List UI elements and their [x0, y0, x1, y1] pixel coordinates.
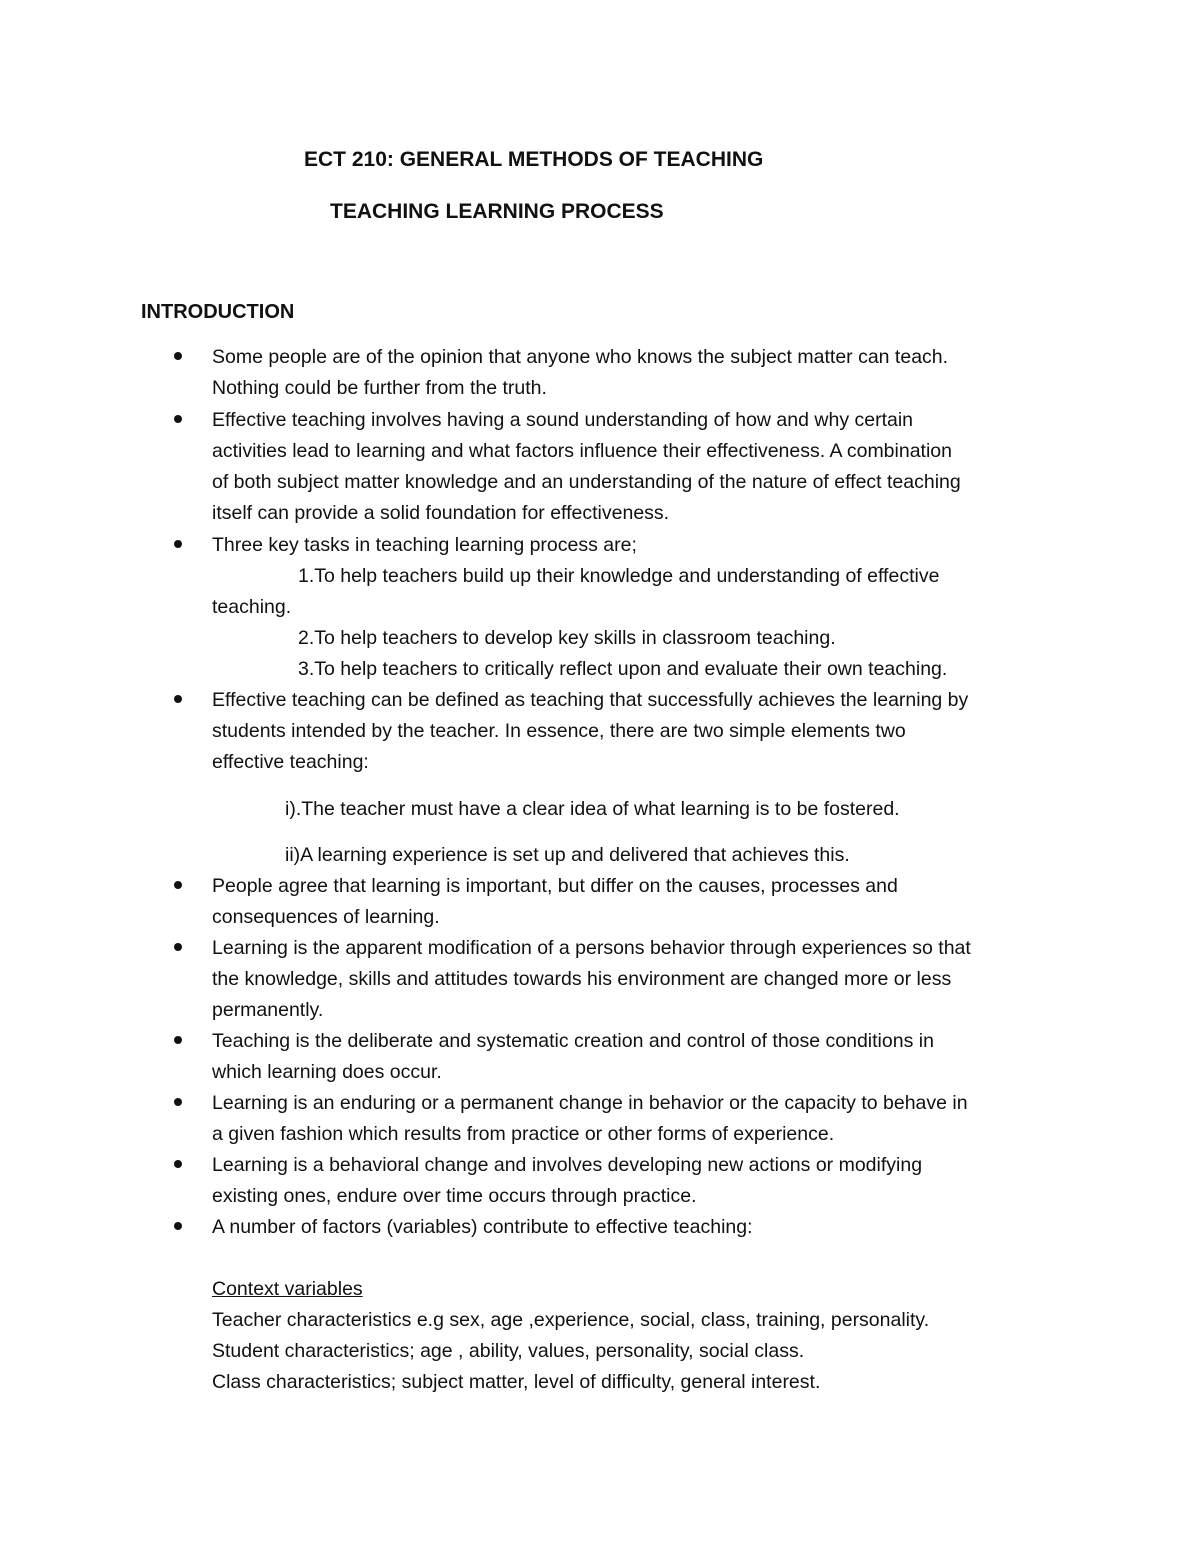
bullet-6-line-2: the knowledge, skills and attitudes towards his environment are changed more or less [212, 968, 952, 990]
bullet-icon [174, 415, 182, 423]
context-line-class: Class characteristics; subject matter, level of difficulty, general interest. [212, 1371, 821, 1393]
bullet-icon [174, 1098, 182, 1106]
section-heading-introduction: INTRODUCTION [141, 301, 295, 323]
document-subtitle: TEACHING LEARNING PROCESS [330, 200, 664, 223]
bullet-3-subitem-2: 2.To help teachers to develop key skills in classroom teaching. [298, 627, 836, 649]
context-line-student: Student characteristics; age , ability, values, personality, social class. [212, 1340, 805, 1362]
bullet-icon [174, 943, 182, 951]
bullet-icon [174, 540, 182, 548]
bullet-5-line-1: People agree that learning is important, but differ on the causes, processes and [212, 875, 898, 897]
bullet-2-line-3: of both subject matter knowledge and an understanding of the nature of effect teaching [212, 471, 961, 493]
bullet-3-line-1: Three key tasks in teaching learning process are; [212, 534, 637, 556]
bullet-2-line-1: Effective teaching involves having a sound understanding of how and why certain [212, 409, 914, 431]
bullet-9-line-2: existing ones, endure over time occurs through practice. [212, 1185, 697, 1207]
bullet-4-line-1: Effective teaching can be defined as teaching that successfully achieves the learning by [212, 689, 969, 711]
bullet-icon [174, 1160, 182, 1168]
bullet-3-subitem-3: 3.To help teachers to critically reflect upon and evaluate their own teaching. [298, 658, 948, 680]
bullet-icon [174, 352, 182, 360]
bullet-icon [174, 1222, 182, 1230]
bullet-10-line-1: A number of factors (variables) contribute to effective teaching: [212, 1216, 753, 1238]
bullet-5-line-2: consequences of learning. [212, 906, 440, 928]
bullet-8-line-1: Learning is an enduring or a permanent change in behavior or the capacity to behave in [212, 1092, 968, 1114]
bullet-4-subitem-1: i).The teacher must have a clear idea of what learning is to be fostered. [285, 798, 900, 820]
bullet-6-line-3: permanently. [212, 999, 324, 1021]
bullet-6-line-1: Learning is the apparent modification of a persons behavior through experiences so that [212, 937, 971, 959]
bullet-4-line-2: students intended by the teacher. In essence, there are two simple elements two [212, 720, 906, 742]
bullet-9-line-1: Learning is a behavioral change and involves developing new actions or modifying [212, 1154, 923, 1176]
context-variables-heading: Context variables [212, 1278, 363, 1300]
bullet-3-subitem-1-cont: teaching. [212, 596, 292, 618]
bullet-4-subitem-2: ii)A learning experience is set up and delivered that achieves this. [285, 844, 850, 866]
document-title: ECT 210: GENERAL METHODS OF TEACHING [304, 148, 764, 171]
bullet-icon [174, 881, 182, 889]
bullet-1-line-1: Some people are of the opinion that anyone who knows the subject matter can teach. [212, 346, 949, 368]
bullet-icon [174, 695, 182, 703]
bullet-7-line-1: Teaching is the deliberate and systematic creation and control of those conditions in [212, 1030, 934, 1052]
bullet-7-line-2: which learning does occur. [212, 1061, 442, 1083]
bullet-icon [174, 1036, 182, 1044]
bullet-2-line-2: activities lead to learning and what factors influence their effectiveness. A combination [212, 440, 952, 462]
bullet-8-line-2: a given fashion which results from practice or other forms of experience. [212, 1123, 835, 1145]
bullet-1-line-2: Nothing could be further from the truth. [212, 377, 547, 399]
bullet-3-subitem-1: 1.To help teachers build up their knowledge and understanding of effective [298, 565, 940, 587]
bullet-2-line-4: itself can provide a solid foundation for effectiveness. [212, 502, 670, 524]
context-line-teacher: Teacher characteristics e.g sex, age ,experience, social, class, training, personality. [212, 1309, 930, 1331]
bullet-4-line-3: effective teaching: [212, 751, 369, 773]
